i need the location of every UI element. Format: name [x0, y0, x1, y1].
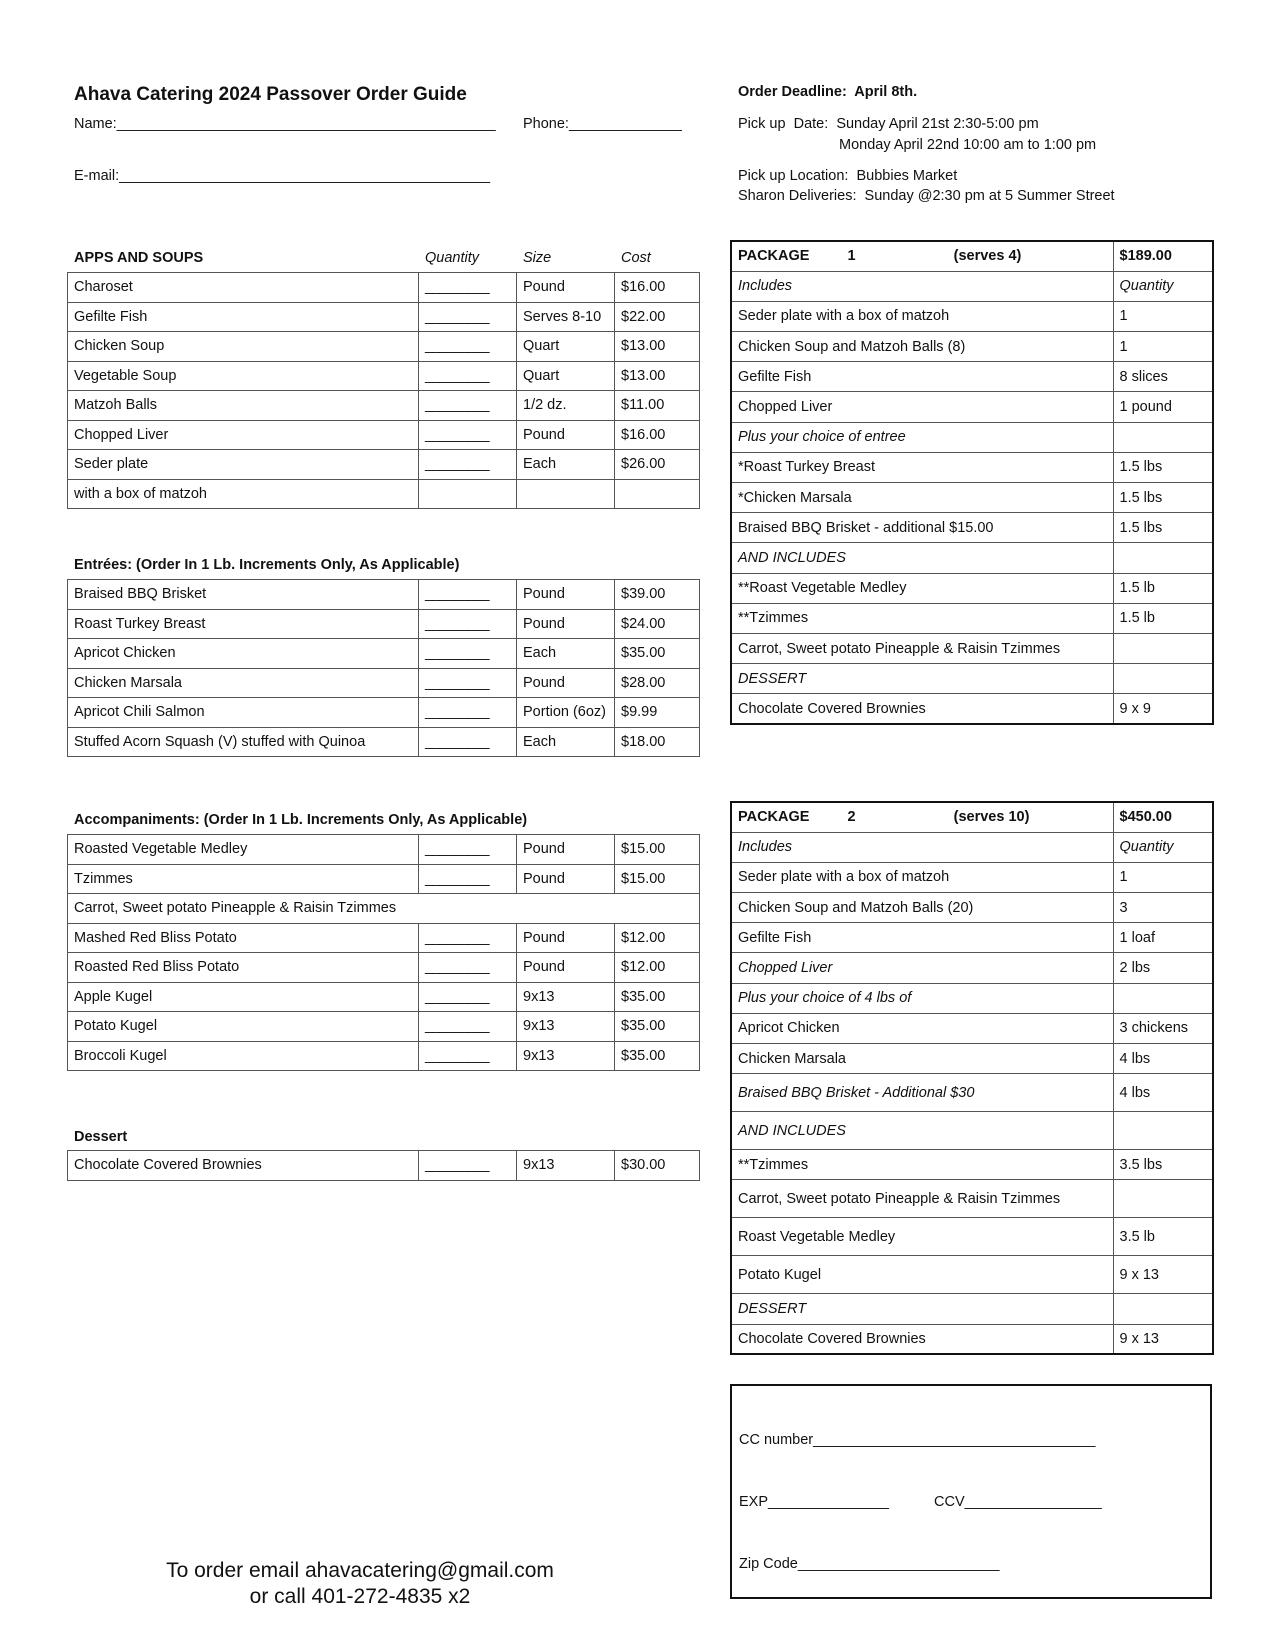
package-item: Gefilte Fish — [731, 362, 1113, 392]
package-row — [731, 603, 1213, 633]
payment-box — [730, 1384, 1212, 1599]
table-row — [68, 1041, 700, 1071]
package-qty: 1.5 lbs — [1113, 483, 1213, 513]
table-row — [68, 361, 700, 391]
package-item: *Chicken Marsala — [731, 483, 1113, 513]
item-size: 1/2 dz. — [517, 391, 615, 421]
exp-field[interactable]: EXP_______________ — [739, 1494, 889, 1510]
item-name: Seder plate — [68, 450, 419, 480]
package-row — [731, 422, 1213, 452]
package-row — [731, 1013, 1213, 1043]
item-cost: $26.00 — [615, 450, 700, 480]
package-serves: (serves 4) — [953, 248, 1022, 265]
quantity-input[interactable]: _________ — [419, 639, 517, 669]
package-item: Chicken Soup and Matzoh Balls (8) — [731, 332, 1113, 362]
pickup-date-2: Monday April 22nd 10:00 am to 1:00 pm — [839, 137, 1097, 153]
package-qty: 1 loaf — [1113, 923, 1213, 953]
page-title: Ahava Catering 2024 Passover Order Guide — [74, 84, 467, 105]
package-row — [731, 1150, 1213, 1180]
item-size: Portion (6oz) — [517, 698, 615, 728]
package-item: Chopped Liver — [731, 953, 1113, 983]
package-row — [731, 862, 1213, 892]
item-name: Mashed Red Bliss Potato — [68, 923, 419, 953]
package-item: Apricot Chicken — [731, 1013, 1113, 1043]
table-row — [68, 273, 700, 303]
quantity-input[interactable]: _________ — [419, 923, 517, 953]
package-2-table — [730, 801, 1214, 1355]
package-item: Seder plate with a box of matzoh — [731, 301, 1113, 331]
table-row — [68, 332, 700, 362]
item-size: 9x13 — [517, 1151, 615, 1181]
item-size: Pound — [517, 953, 615, 983]
item-cost: $30.00 — [615, 1151, 700, 1181]
item-name: Roast Turkey Breast — [68, 609, 419, 639]
package-qty — [1113, 1294, 1213, 1324]
phone-field[interactable]: Phone:______________ — [523, 116, 682, 132]
package-item: Roast Vegetable Medley — [731, 1218, 1113, 1256]
package-qty: 2 lbs — [1113, 953, 1213, 983]
table-row — [68, 639, 700, 669]
package-item: Chicken Soup and Matzoh Balls (20) — [731, 893, 1113, 923]
package-item: **Tzimmes — [731, 1150, 1113, 1180]
item-cost: $15.00 — [615, 864, 700, 894]
package-qty — [1113, 422, 1213, 452]
item-cost: $35.00 — [615, 639, 700, 669]
item-size: Quart — [517, 361, 615, 391]
item-cost — [615, 479, 700, 509]
item-name: Chicken Marsala — [68, 668, 419, 698]
quantity-col-header: Quantity — [425, 250, 479, 266]
package-qty: 9 x 9 — [1113, 694, 1213, 724]
package-qty: 3 — [1113, 893, 1213, 923]
package-1-table — [730, 240, 1214, 725]
size-col-header: Size — [523, 250, 552, 266]
package-number: 1 — [847, 248, 856, 265]
item-cost: $35.00 — [615, 1041, 700, 1071]
package-qty — [1113, 664, 1213, 694]
package-2-header — [731, 802, 1213, 832]
quantity-input[interactable]: _________ — [419, 953, 517, 983]
table-row — [68, 450, 700, 480]
package-qty: 4 lbs — [1113, 1044, 1213, 1074]
package-number: 2 — [847, 809, 856, 826]
item-size: Each — [517, 450, 615, 480]
package-qty: 9 x 13 — [1113, 1324, 1213, 1354]
item-name: Carrot, Sweet potato Pineapple & Raisin Tzimmes — [68, 894, 700, 924]
quantity-input[interactable]: _________ — [419, 273, 517, 303]
package-qty: 1 — [1113, 862, 1213, 892]
package-item: DESSERT — [731, 1294, 1113, 1324]
quantity-label: Quantity — [1113, 271, 1213, 301]
table-row — [68, 698, 700, 728]
package-qty: 4 lbs — [1113, 1074, 1213, 1112]
item-name: Chicken Soup — [68, 332, 419, 362]
item-size: Pound — [517, 609, 615, 639]
package-row — [731, 483, 1213, 513]
pickup-location: Pick up Location: Bubbies Market — [738, 168, 958, 184]
pickup-date-1: Pick up Date: Sunday April 21st 2:30-5:00 pm — [738, 116, 1039, 132]
package-qty: 1.5 lbs — [1113, 452, 1213, 482]
item-size: Pound — [517, 923, 615, 953]
cost-col-header: Cost — [621, 250, 651, 266]
package-item: *Roast Turkey Breast — [731, 452, 1113, 482]
package-row — [731, 452, 1213, 482]
package-qty: 1 — [1113, 301, 1213, 331]
quantity-input[interactable]: _________ — [419, 668, 517, 698]
package-row — [731, 392, 1213, 422]
includes-label: Includes — [731, 832, 1113, 862]
package-row — [731, 1180, 1213, 1218]
package-item: **Roast Vegetable Medley — [731, 573, 1113, 603]
package-row — [731, 953, 1213, 983]
apps-table — [67, 272, 700, 509]
package-row — [731, 694, 1213, 724]
footer-phone: or call 401-272-4835 x2 — [249, 1585, 471, 1608]
item-cost: $13.00 — [615, 361, 700, 391]
package-item: Carrot, Sweet potato Pineapple & Raisin Tzimmes — [731, 1180, 1113, 1218]
item-cost: $11.00 — [615, 391, 700, 421]
item-name: Apricot Chili Salmon — [68, 698, 419, 728]
item-size: Pound — [517, 580, 615, 610]
entrees-section-title: Entrées: (Order In 1 Lb. Increments Only, As Applicable) — [74, 557, 460, 573]
item-size: 9x13 — [517, 1012, 615, 1042]
item-cost: $35.00 — [615, 982, 700, 1012]
package-qty: 3.5 lbs — [1113, 1150, 1213, 1180]
table-row — [68, 580, 700, 610]
item-name: Braised BBQ Brisket — [68, 580, 419, 610]
package-row — [731, 332, 1213, 362]
package-row — [731, 1112, 1213, 1150]
package-item: Potato Kugel — [731, 1256, 1113, 1294]
item-size: 9x13 — [517, 1041, 615, 1071]
item-cost: $16.00 — [615, 420, 700, 450]
package-row — [731, 301, 1213, 331]
accompaniments-table — [67, 834, 700, 1071]
includes-label: Includes — [731, 271, 1113, 301]
package-row — [731, 633, 1213, 663]
package-item: Plus your choice of entree — [731, 422, 1113, 452]
item-size: Quart — [517, 332, 615, 362]
quantity-input[interactable]: _________ — [419, 1041, 517, 1071]
quantity-input[interactable]: _________ — [419, 420, 517, 450]
package-qty — [1113, 633, 1213, 663]
quantity-cell — [419, 479, 517, 509]
item-name: Stuffed Acorn Squash (V) stuffed with Quinoa — [68, 727, 419, 757]
item-name: Apricot Chicken — [68, 639, 419, 669]
item-name: with a box of matzoh — [68, 479, 419, 509]
package-row — [731, 1256, 1213, 1294]
package-row — [731, 1074, 1213, 1112]
package-1-header — [731, 241, 1213, 271]
item-cost: $24.00 — [615, 609, 700, 639]
package-row — [731, 362, 1213, 392]
item-cost: $12.00 — [615, 953, 700, 983]
package-row — [731, 664, 1213, 694]
name-field[interactable]: Name:_______________________________________________ — [74, 116, 496, 132]
package-item: Seder plate with a box of matzoh — [731, 862, 1113, 892]
item-size: Pound — [517, 864, 615, 894]
quantity-input[interactable]: _________ — [419, 332, 517, 362]
package-qty: 1.5 lbs — [1113, 513, 1213, 543]
package-item: Chopped Liver — [731, 392, 1113, 422]
table-row — [68, 420, 700, 450]
package-qty — [1113, 1112, 1213, 1150]
item-size: Pound — [517, 420, 615, 450]
quantity-input[interactable]: _________ — [419, 1012, 517, 1042]
package-item: AND INCLUDES — [731, 1112, 1113, 1150]
package-serves: (serves 10) — [953, 809, 1030, 826]
table-row — [68, 1012, 700, 1042]
package-item: Chocolate Covered Brownies — [731, 1324, 1113, 1354]
package-1-subheader — [731, 271, 1213, 301]
package-qty: 1 — [1113, 332, 1213, 362]
item-size: 9x13 — [517, 982, 615, 1012]
item-name: Vegetable Soup — [68, 361, 419, 391]
package-qty — [1113, 1180, 1213, 1218]
item-cost: $35.00 — [615, 1012, 700, 1042]
item-size: Pound — [517, 668, 615, 698]
package-qty: 3.5 lb — [1113, 1218, 1213, 1256]
package-1-title — [731, 241, 1113, 271]
apps-section-title: APPS AND SOUPS — [74, 250, 204, 266]
quantity-input[interactable]: _________ — [419, 450, 517, 480]
item-size: Each — [517, 639, 615, 669]
package-item: Braised BBQ Brisket - additional $15.00 — [731, 513, 1113, 543]
table-row — [68, 727, 700, 757]
dessert-section-title: Dessert — [74, 1129, 128, 1145]
item-cost: $13.00 — [615, 332, 700, 362]
package-item: Carrot, Sweet potato Pineapple & Raisin Tzimmes — [731, 633, 1113, 663]
package-2-title — [731, 802, 1113, 832]
package-row — [731, 893, 1213, 923]
package-qty: 9 x 13 — [1113, 1256, 1213, 1294]
package-item: Chocolate Covered Brownies — [731, 694, 1113, 724]
item-name: Roasted Vegetable Medley — [68, 835, 419, 865]
quantity-input[interactable]: _________ — [419, 698, 517, 728]
quantity-input[interactable]: _________ — [419, 609, 517, 639]
package-qty: 3 chickens — [1113, 1013, 1213, 1043]
package-2-subheader — [731, 832, 1213, 862]
package-item: Gefilte Fish — [731, 923, 1113, 953]
footer-email: To order email ahavacatering@gmail.com — [166, 1559, 554, 1582]
package-row — [731, 1218, 1213, 1256]
table-row — [68, 953, 700, 983]
item-name: Gefilte Fish — [68, 302, 419, 332]
quantity-input[interactable]: _________ — [419, 1151, 517, 1181]
package-label: PACKAGE — [738, 809, 810, 826]
dessert-table — [67, 1150, 700, 1181]
item-size: Each — [517, 727, 615, 757]
package-row — [731, 1294, 1213, 1324]
item-cost: $15.00 — [615, 835, 700, 865]
table-row — [68, 668, 700, 698]
item-name: Chopped Liver — [68, 420, 419, 450]
table-row — [68, 923, 700, 953]
item-cost: $18.00 — [615, 727, 700, 757]
quantity-input[interactable]: _________ — [419, 864, 517, 894]
package-row — [731, 543, 1213, 573]
table-row — [68, 302, 700, 332]
package-qty: 8 slices — [1113, 362, 1213, 392]
cc-number-field[interactable]: CC number___________________________________ — [739, 1432, 1096, 1448]
package-item: AND INCLUDES — [731, 543, 1113, 573]
package-label: PACKAGE — [738, 248, 810, 265]
zip-code-field[interactable]: Zip Code_________________________ — [739, 1556, 1000, 1572]
item-cost: $22.00 — [615, 302, 700, 332]
package-row — [731, 983, 1213, 1013]
email-field[interactable]: E-mail:______________________________________________ — [74, 168, 491, 184]
table-row — [68, 609, 700, 639]
table-row — [68, 391, 700, 421]
item-name: Chocolate Covered Brownies — [68, 1151, 419, 1181]
quantity-input[interactable]: _________ — [419, 727, 517, 757]
order-deadline: Order Deadline: April 8th. — [738, 84, 918, 100]
quantity-input[interactable]: _________ — [419, 302, 517, 332]
item-cost: $28.00 — [615, 668, 700, 698]
package-qty — [1113, 543, 1213, 573]
item-size: Serves 8-10 — [517, 302, 615, 332]
package-item: Chicken Marsala — [731, 1044, 1113, 1074]
package-item: **Tzimmes — [731, 603, 1113, 633]
package-qty: 1.5 lb — [1113, 603, 1213, 633]
item-name: Potato Kugel — [68, 1012, 419, 1042]
package-qty: 1 pound — [1113, 392, 1213, 422]
item-cost: $12.00 — [615, 923, 700, 953]
package-price: $450.00 — [1113, 802, 1213, 832]
package-row — [731, 573, 1213, 603]
quantity-input[interactable]: _________ — [419, 391, 517, 421]
package-item: DESSERT — [731, 664, 1113, 694]
quantity-input[interactable]: _________ — [419, 835, 517, 865]
item-cost: $9.99 — [615, 698, 700, 728]
item-size: Pound — [517, 835, 615, 865]
sharon-deliveries: Sharon Deliveries: Sunday @2:30 pm at 5 Summer Street — [738, 188, 1115, 204]
table-row — [68, 894, 700, 924]
item-name: Apple Kugel — [68, 982, 419, 1012]
package-item: Plus your choice of 4 lbs of — [731, 983, 1113, 1013]
quantity-input[interactable]: _________ — [419, 361, 517, 391]
item-name: Matzoh Balls — [68, 391, 419, 421]
package-item: Braised BBQ Brisket - Additional $30 — [731, 1074, 1113, 1112]
package-row — [731, 1044, 1213, 1074]
package-qty — [1113, 983, 1213, 1013]
accompaniments-section-title: Accompaniments: (Order In 1 Lb. Increments Only, As Applicable) — [74, 812, 528, 828]
item-size — [517, 479, 615, 509]
quantity-label: Quantity — [1113, 832, 1213, 862]
package-price: $189.00 — [1113, 241, 1213, 271]
package-row — [731, 923, 1213, 953]
table-row — [68, 864, 700, 894]
item-cost: $39.00 — [615, 580, 700, 610]
entrees-table — [67, 579, 700, 757]
item-name: Charoset — [68, 273, 419, 303]
quantity-input[interactable]: _________ — [419, 580, 517, 610]
package-row — [731, 513, 1213, 543]
ccv-field[interactable]: CCV_________________ — [934, 1494, 1102, 1510]
item-cost: $16.00 — [615, 273, 700, 303]
package-row — [731, 1324, 1213, 1354]
table-row — [68, 982, 700, 1012]
package-qty: 1.5 lb — [1113, 573, 1213, 603]
item-name: Roasted Red Bliss Potato — [68, 953, 419, 983]
item-name: Tzimmes — [68, 864, 419, 894]
table-row — [68, 835, 700, 865]
item-size: Pound — [517, 273, 615, 303]
table-row — [68, 479, 700, 509]
table-row — [68, 1151, 700, 1181]
quantity-input[interactable]: _________ — [419, 982, 517, 1012]
item-name: Broccoli Kugel — [68, 1041, 419, 1071]
